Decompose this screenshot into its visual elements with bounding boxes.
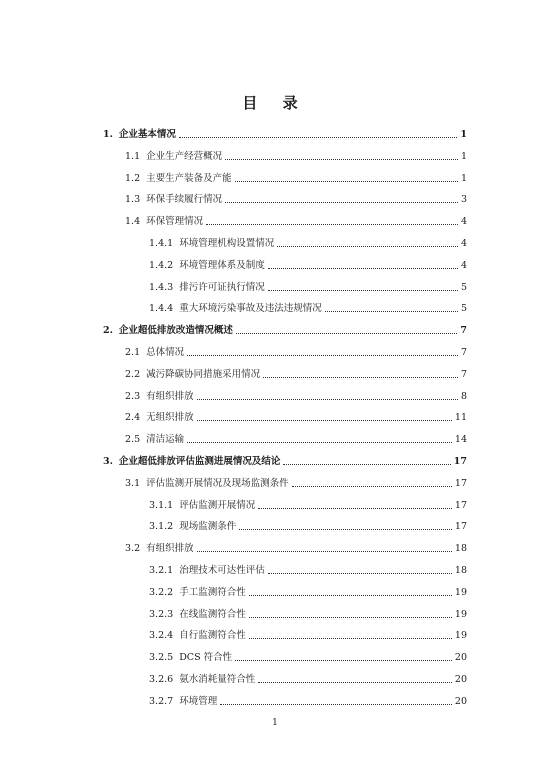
dot-leader <box>197 550 452 552</box>
toc-entry-page: 8 <box>460 390 467 402</box>
toc-entry[interactable] <box>125 169 467 185</box>
toc-entry-page: 1 <box>460 150 467 162</box>
toc-entry-page: 20 <box>454 674 467 685</box>
toc-entry-number: 2. <box>103 325 113 337</box>
toc-entry-number: 1.2 <box>125 172 141 184</box>
toc-entry-page: 4 <box>460 216 467 228</box>
toc-entry-number: 1.4.1 <box>149 238 174 249</box>
toc-entry-title: 环保管理情况 <box>146 216 204 228</box>
toc-entry-title: 治理技术可达性评估 <box>179 565 265 576</box>
toc-entry-number: 2.2 <box>125 368 141 380</box>
dot-leader <box>268 267 458 269</box>
toc-entry-number: 3.2.7 <box>149 695 174 707</box>
toc-entry[interactable] <box>125 474 467 490</box>
dot-leader <box>249 637 452 639</box>
dot-leader <box>225 201 458 203</box>
toc-entry-page: 5 <box>460 281 467 293</box>
toc-entry-title: 手工监测符合性 <box>179 586 246 598</box>
toc-entry-title: 氨水消耗量符合性 <box>179 674 256 685</box>
toc-entry-number: 3.2 <box>125 543 141 555</box>
toc-entry-page: 5 <box>460 303 467 315</box>
toc-entry-page: 4 <box>460 238 467 249</box>
toc-entry-title: 重大环境污染事故及违法违规情况 <box>179 303 322 315</box>
toc-entry[interactable] <box>125 387 467 403</box>
toc-entry[interactable] <box>149 626 467 642</box>
toc-entry-number: 1.4 <box>125 216 141 228</box>
toc-entry-page: 19 <box>454 608 467 620</box>
toc-entry-number: 3.2.3 <box>149 608 174 620</box>
toc-entry[interactable] <box>125 408 467 424</box>
toc-entry-page: 18 <box>454 543 467 555</box>
toc-entry-number: 2.5 <box>125 434 141 446</box>
toc-entry-page: 7 <box>460 368 467 380</box>
dot-leader <box>258 681 452 683</box>
toc-entry[interactable] <box>149 256 467 272</box>
dot-leader <box>268 572 452 574</box>
toc-entry-title: 企业超低排放评估监测进展情况及结论 <box>118 456 281 467</box>
toc-entry-page: 17 <box>454 477 467 489</box>
toc-entry[interactable] <box>125 212 467 228</box>
dot-leader <box>179 136 457 138</box>
toc-entry-number: 1.3 <box>125 194 141 206</box>
dot-leader <box>283 463 450 465</box>
toc-title: 目 录 <box>242 94 308 112</box>
dot-leader <box>206 223 458 225</box>
dot-leader <box>197 419 452 421</box>
toc-entry[interactable] <box>125 343 467 359</box>
toc-entry[interactable] <box>125 147 467 163</box>
toc-entry-number: 3.2.5 <box>149 652 174 664</box>
toc-entry[interactable] <box>125 365 467 381</box>
toc-entry-page: 17 <box>454 499 467 511</box>
toc-entry-page: 1 <box>460 172 467 184</box>
toc-entry-title: 无组织排放 <box>146 412 194 424</box>
toc-entry-title: 环境管理机构设置情况 <box>179 238 275 249</box>
toc-entry-title: 企业基本情况 <box>118 129 176 140</box>
toc-entry-number: 1.4.4 <box>149 303 174 315</box>
dot-leader <box>277 245 458 247</box>
toc-entry-title: 企业生产经营概况 <box>146 150 223 162</box>
toc-entry[interactable] <box>103 125 467 141</box>
toc-entry-page: 17 <box>454 521 467 533</box>
toc-entry-number: 3.2.6 <box>149 674 174 685</box>
toc-entry-page: 11 <box>454 412 467 424</box>
toc-entry-number: 3.2.1 <box>149 565 174 576</box>
toc-entry-number: 3. <box>103 456 113 467</box>
toc-entry[interactable] <box>149 692 467 708</box>
toc-entry-title: 环境管理体系及制度 <box>179 259 265 271</box>
toc-entry-page: 14 <box>454 434 467 446</box>
dot-leader <box>239 528 452 530</box>
toc-entry-title: 有组织排放 <box>146 390 194 402</box>
toc-entry-page: 19 <box>454 630 467 642</box>
dot-leader <box>263 376 458 378</box>
toc-entry-title: 企业超低排放改造情况概述 <box>118 325 233 337</box>
dot-leader <box>220 703 452 705</box>
toc-entry-page: 7 <box>460 325 467 337</box>
toc-entry-title: 在线监测符合性 <box>179 608 246 620</box>
toc-entry-page: 19 <box>454 586 467 598</box>
dot-leader <box>235 180 458 182</box>
dot-leader <box>236 332 457 334</box>
dot-leader <box>268 289 458 291</box>
toc-entry-number: 1.4.3 <box>149 281 174 293</box>
toc-entry-number: 1.4.2 <box>149 259 174 271</box>
dot-leader <box>258 507 452 509</box>
toc-entry[interactable] <box>149 583 467 599</box>
toc-entry-title: 清洁运输 <box>146 434 185 446</box>
dot-leader <box>292 485 452 487</box>
toc-entry-number: 2.4 <box>125 412 141 424</box>
toc-entry-title: 自行监测符合性 <box>179 630 246 642</box>
toc-entry-number: 1.1 <box>125 150 141 162</box>
toc-entry-title: DCS 符合性 <box>179 652 233 664</box>
toc-entry-page: 7 <box>460 347 467 358</box>
toc-entry-number: 3.1 <box>125 477 141 489</box>
toc-entry[interactable] <box>149 517 467 533</box>
toc-entry[interactable] <box>125 430 467 446</box>
toc-entry[interactable] <box>103 321 467 337</box>
toc-entry-page: 20 <box>454 652 467 664</box>
toc-entry-number: 2.3 <box>125 390 141 402</box>
toc-entry-page: 3 <box>460 194 467 206</box>
dot-leader <box>249 594 452 596</box>
page-number: 1 <box>272 718 278 728</box>
toc-entry-page: 20 <box>454 695 467 707</box>
dot-leader <box>197 398 458 400</box>
toc-entry[interactable] <box>149 648 467 664</box>
toc-entry-title: 评估监测开展情况 <box>179 499 256 511</box>
toc-entry-title: 减污降碳协同措施采用情况 <box>146 368 261 380</box>
toc-entry-title: 评估监测开展情况及现场监测条件 <box>146 477 289 489</box>
dot-leader <box>325 310 458 312</box>
toc-entry-number: 2.1 <box>125 347 141 358</box>
toc-entry-number: 3.1.1 <box>149 499 174 511</box>
toc-entry-number: 3.2.4 <box>149 630 174 642</box>
toc-entry[interactable] <box>125 190 467 206</box>
toc-entry-page: 4 <box>460 259 467 271</box>
toc-entry[interactable] <box>149 234 467 250</box>
toc-entry[interactable] <box>149 299 467 315</box>
toc-entry-number: 3.1.2 <box>149 521 174 533</box>
toc-entry-page: 18 <box>454 565 467 576</box>
dot-leader <box>187 441 452 443</box>
toc-entry-page: 1 <box>460 129 467 140</box>
toc-entry[interactable] <box>103 452 467 468</box>
dot-leader <box>249 616 452 618</box>
toc-entry-page: 17 <box>453 456 467 467</box>
toc-entry-title: 总体情况 <box>146 347 185 358</box>
dot-leader <box>225 158 458 160</box>
toc-entry-title: 主要生产装备及产能 <box>146 172 232 184</box>
toc-entry-title: 现场监测条件 <box>179 521 237 533</box>
toc-entry[interactable] <box>149 605 467 621</box>
toc-entry[interactable] <box>149 561 467 577</box>
toc-entry[interactable] <box>149 278 467 294</box>
toc-entry-number: 1. <box>103 129 113 140</box>
toc-entry[interactable] <box>149 496 467 512</box>
toc-entry-title: 环保手续履行情况 <box>146 194 223 206</box>
dot-leader <box>235 659 452 661</box>
dot-leader <box>187 354 458 356</box>
toc-entry-number: 3.2.2 <box>149 586 174 598</box>
toc-entry-title: 有组织排放 <box>146 543 194 555</box>
toc-entry-title: 排污许可证执行情况 <box>179 281 265 293</box>
toc-entry[interactable] <box>149 670 467 686</box>
toc-entry-title: 环境管理 <box>179 695 218 707</box>
toc-entry[interactable] <box>125 539 467 555</box>
